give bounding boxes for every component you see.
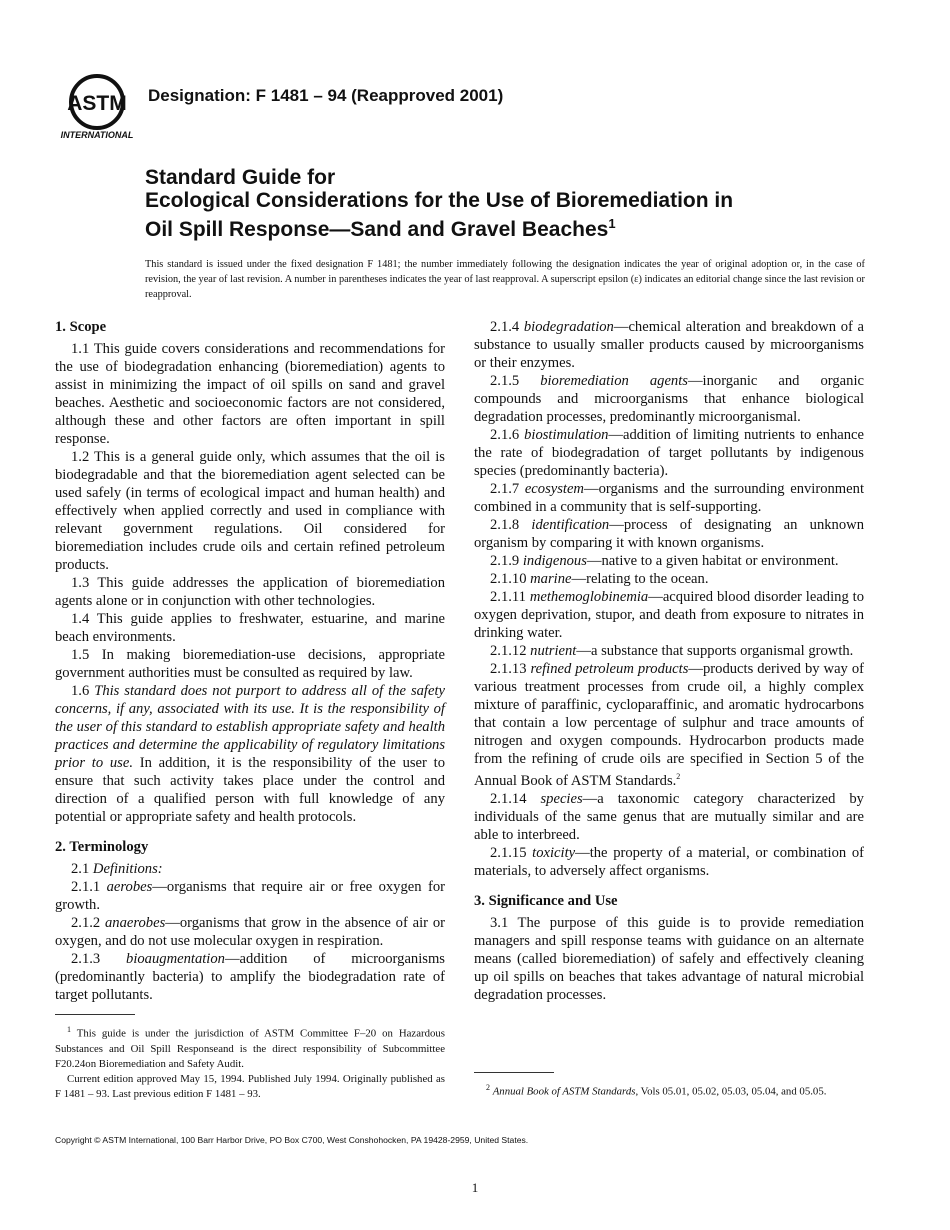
footnote-separator-right <box>474 1072 554 1073</box>
term-2-1-7 <box>474 480 864 516</box>
term-number: 2.1.4 <box>490 319 520 335</box>
term-definition: —products derived by way of various treatment processes from crude oil, a highly complex mixture of paraffinic, cycloparaffinic, and aromatic hydrocarbons that contain a low percentage of sulphur and trace amounts of nitrogen and oxygen compounds. Hydrocarbon products made from the refining of crude oils are specified in Section 5 of the Annual Book of ASTM Standards. <box>474 661 864 789</box>
footnote-separator-left <box>55 1014 135 1015</box>
term-number: 2.1.12 <box>490 643 527 659</box>
right-column <box>474 318 864 1004</box>
term-name: indigenous <box>522 553 587 569</box>
term-number: 2.1.7 <box>490 481 520 497</box>
footnote-2-volumes: , Vols 05.01, 05.02, 05.03, 05.04, and 05.05. <box>635 1085 827 1098</box>
term-name: biodegradation <box>523 319 614 335</box>
term-name: toxicity <box>532 844 576 861</box>
term-2-1-3 <box>55 950 445 1004</box>
term-2-1-13 <box>474 660 864 790</box>
term-name: bioaugmentation <box>126 951 225 967</box>
term-number: 2.1.10 <box>490 571 527 587</box>
footnote-number: 1 <box>67 1025 71 1034</box>
term-number: 2.1.3 <box>71 951 101 967</box>
section-heading-terminology: 2. Terminology <box>55 839 149 855</box>
footnote-2 <box>474 1080 869 1100</box>
term-name: nutrient <box>530 643 577 659</box>
footnote-2-title: Annual Book of ASTM Standards <box>492 1085 636 1098</box>
term-number: 2.1.5 <box>490 373 520 389</box>
term-2-1-9 <box>474 552 864 570</box>
footnote-ref: 2 <box>676 772 681 781</box>
designation: Designation: F 1481 – 94 (Reapproved 2001) <box>148 86 504 105</box>
term-definition: —process of designating an unknown organism by comparing it with known organisms. <box>474 517 864 551</box>
term-definition: —a taxonomic category characterized by individuals of the same genus that are mutually similar and are able to interbreed. <box>474 790 864 843</box>
title-line-2: Ecological Considerations for the Use of Bioremediation in <box>145 189 734 212</box>
footnote-1-edition: Current edition approved May 15, 1994. Published July 1994. Originally published as F 1481 – 93. Last previous edition F 1481 – 93. <box>55 1072 445 1100</box>
paragraph-1-1: 1.1 This guide covers considerations and recommendations for the use of biodegradation enhancing (bioremediation) agents to assist in minimizing the impact of oil spills on sand and gravel beaches. Aesthetic and socioeconomic factors are not considered, although these and other factors are often important in spill response. <box>55 341 445 447</box>
term-number: 2.1.8 <box>490 517 520 533</box>
term-definition: —inorganic and organic compounds and microorganisms that enhance biological degradation processes, predominantly microorganismal. <box>474 373 864 425</box>
definitions-label <box>55 860 445 878</box>
term-number: 2.1.6 <box>490 427 520 443</box>
title-line-1: Standard Guide for <box>145 166 336 189</box>
term-name: aerobes <box>106 879 153 895</box>
term-number: 2.1.14 <box>490 790 527 807</box>
term-definition: —a substance that supports organismal growth. <box>576 643 854 659</box>
issuance-notice: This standard is issued under the fixed designation F 1481; the number immediately following the designation indicates the year of original adoption or, in the case of revision, the year of last revision. A number in parentheses indicates the year of last reapproval. A superscript epsilon (ε) indicates an editorial change since the last revision or reapproval. <box>145 259 865 300</box>
paragraph-1-3: 1.3 This guide addresses the application of bioremediation agents alone or in conjunction with other technologies. <box>55 575 445 609</box>
term-number: 2.1.13 <box>490 661 527 677</box>
title-line-3-text: Oil Spill Response—Sand and Gravel Beaches <box>145 218 609 241</box>
paragraph-1-6-number: 1.6 <box>71 683 90 699</box>
term-name: ecosystem <box>524 481 584 497</box>
term-definition: —relating to the ocean. <box>571 571 709 587</box>
definitions-text: Definitions: <box>92 861 163 877</box>
term-definition: —organisms that grow in the absence of air or oxygen, and do not use molecular oxygen in respiration. <box>55 915 445 949</box>
term-definition: —addition of limiting nutrients to enhance the rate of biodegradation of target pollutants by indigenous species (predominantly bacteria). <box>474 427 865 479</box>
term-2-1-14 <box>474 790 864 844</box>
term-definition: —the property of a material, or combination of materials, to adversely affect organisms. <box>474 844 864 879</box>
section-heading-significance: 3. Significance and Use <box>474 892 618 909</box>
paragraph-1-5: 1.5 In making bioremediation-use decisions, appropriate government authorities must be consulted as required by law. <box>55 647 445 681</box>
paragraph-1-6 <box>55 682 445 826</box>
term-definition: —native to a given habitat or environment. <box>586 553 839 569</box>
term-name: species <box>540 790 583 807</box>
term-definition: —organisms that require air or free oxygen for growth. <box>55 879 445 913</box>
term-2-1-2 <box>55 914 445 950</box>
term-number: 2.1.1 <box>71 879 101 895</box>
term-number: 2.1.15 <box>490 844 527 861</box>
term-definition: —addition of microorganisms (predominantly bacteria) to amplify the biodegradation rate of target pollutants. <box>55 951 445 1003</box>
term-2-1-12 <box>474 642 864 660</box>
term-number: 2.1.2 <box>71 915 101 931</box>
term-number: 2.1.11 <box>490 589 526 605</box>
logo-text: ASTM <box>67 92 127 115</box>
left-column <box>55 318 445 1004</box>
term-name: anaerobes <box>105 915 166 931</box>
document-title <box>145 166 865 241</box>
term-2-1-15 <box>474 844 864 880</box>
title-footnote-ref: 1 <box>608 216 616 231</box>
term-2-1-8 <box>474 516 864 552</box>
term-name: identification <box>531 517 610 533</box>
title-line-3 <box>145 212 865 241</box>
term-2-1-1 <box>55 878 445 914</box>
section-heading-scope: 1. Scope <box>55 319 107 335</box>
term-name: refined petroleum products <box>530 661 689 677</box>
term-definition: —chemical alteration and breakdown of a substance to usually smaller products caused by microorganisms or their enzymes. <box>474 319 864 371</box>
paragraph-1-6-rest: In addition, it is the responsibility of the user to ensure that such activity takes place under the control and direction of a qualified person with full knowledge of any potential or appropriate safety and health protocols. <box>55 755 445 825</box>
term-name: marine <box>530 571 572 587</box>
term-2-1-6 <box>474 426 864 480</box>
term-name: bioremediation agents <box>540 373 688 389</box>
paragraph-1-4: 1.4 This guide applies to freshwater, estuarine, and marine beach environments. <box>55 611 445 645</box>
astm-logo <box>57 72 137 142</box>
term-definition: —acquired blood disorder leading to oxygen deprivation, stupor, and death from exposure to nitrates in drinking water. <box>474 589 865 641</box>
footnote-1 <box>55 1022 445 1102</box>
footnote-1-text: This guide is under the jurisdiction of ASTM Committee F–20 on Hazardous Substances and Oil Spill Responseand is the direct responsibility of Subcommittee F20.24on Bioremediation and Safety Audit. <box>55 1027 445 1070</box>
safety-caveat: This standard does not purport to address all of the safety concerns, if any, associated with its use. It is the responsibility of the user of this standard to establish appropriate safety and health practices and determine the applicability of regulatory limitations prior to use. <box>55 683 445 771</box>
term-name: biostimulation <box>524 427 609 443</box>
page-number: 1 <box>471 1180 479 1195</box>
term-2-1-11 <box>474 588 864 642</box>
definitions-number: 2.1 <box>71 861 90 877</box>
term-2-1-10 <box>474 570 864 588</box>
footnote-number: 2 <box>486 1083 490 1092</box>
term-number: 2.1.9 <box>490 553 520 569</box>
term-2-1-4 <box>474 318 864 372</box>
term-definition: —organisms and the surrounding environment combined in a community that is self-supporting. <box>474 481 864 515</box>
paragraph-3-1: 3.1 The purpose of this guide is to provide remediation managers and spill response teams with guidance on an alternate means (called bioremediation) of safely and effectively cleaning up oil spills on beaches that takes advantage of natural microbial degradation processes. <box>474 914 864 1003</box>
term-2-1-5 <box>474 372 864 426</box>
copyright-notice: Copyright © ASTM International, 100 Barr Harbor Drive, PO Box C700, West Conshohocken, PA 19428-2959, United States. <box>55 1135 529 1145</box>
term-name: methemoglobinemia <box>529 589 649 605</box>
paragraph-1-2: 1.2 This is a general guide only, which assumes that the oil is biodegradable and that the bioremediation agent selected can be used safely (in terms of ecological impact and human health) and effectively when applied correctly and used in compliance with relevant government regulations. Oil considered for bioremediation includes crude oils and certain refined petroleum products. <box>55 449 445 573</box>
logo-subtext: INTERNATIONAL <box>60 130 134 140</box>
